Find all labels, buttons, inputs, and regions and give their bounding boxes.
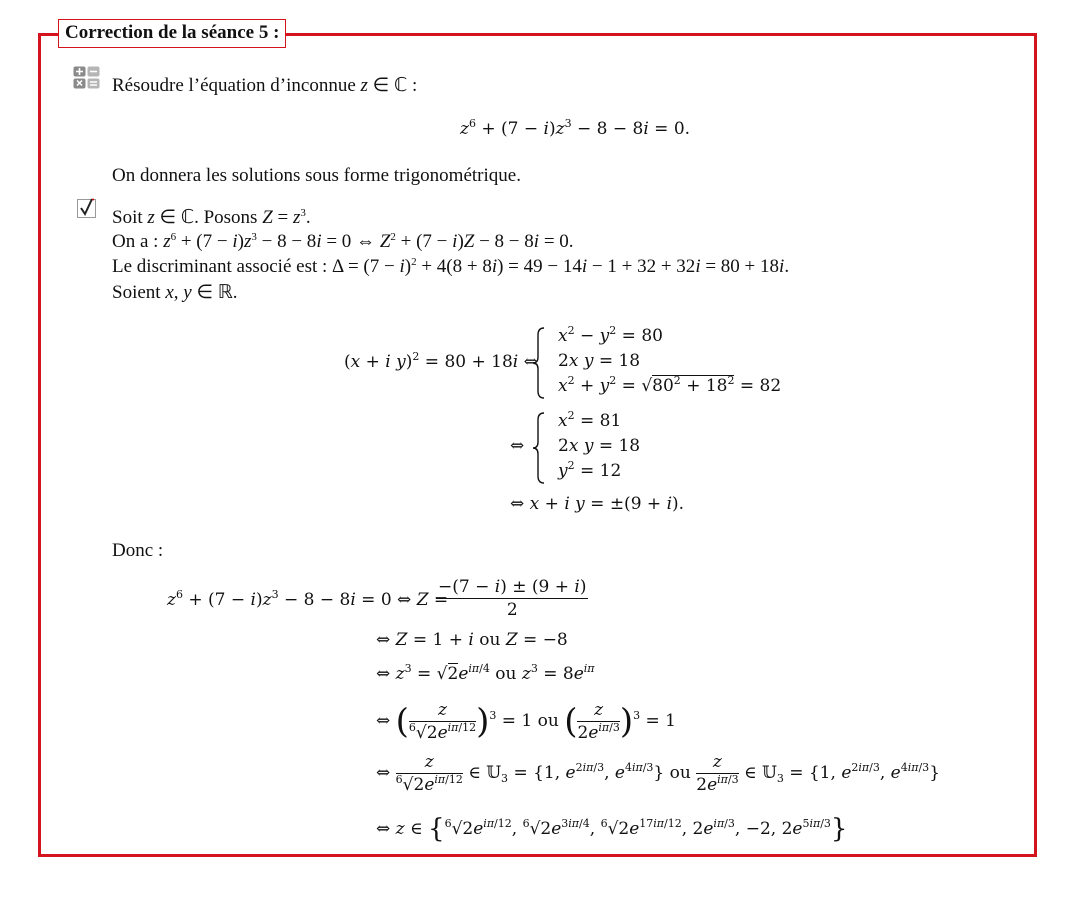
system1-eq2: 2x y = 18 <box>558 351 641 371</box>
solution-line-3: Le discriminant associé est : $\Delta = (7 - i)^2 + 4(8 + 8i) = 49 - 14i - 1 + 32 + 32i = 80 + 18i$. <box>112 256 790 277</box>
section-title: Correction de la séance 5 : <box>58 19 286 48</box>
system1-eq1: $x^2 - y^2 = 80$ <box>558 324 663 346</box>
chain-step-1: $z^6 + (7 - i)z^3 - 8 - 8i = 0$ ⇔ Z = <box>167 588 449 610</box>
system-final: ⇔ x + i y = ±(9 + i). <box>510 494 685 514</box>
system2-eq2: 2x y = 18 <box>558 436 641 456</box>
system-lhs: (x + i y)$^2$ = 80 + 18i ⇔ <box>344 350 538 372</box>
chain-step-6: ⇔ z ∈ {$^6√2e^{i\pi/12}$, $^6√2e^{3i\pi/4}$, $^6√2e^{17i\pi/12}$, $2e^{i\pi/3}$, −2, $2e^{5i\pi/3}$} <box>376 814 848 844</box>
chain-step-2: ⇔ Z = 1 + i ou Z = −8 <box>376 630 568 650</box>
chain-step-3: ⇔ $z^3 = √2e^{i\pi/4}$ ou $z^3 = 8e^{i\pi}$ <box>376 662 595 684</box>
system2-eq1: $x^2 = 81$ <box>558 409 622 431</box>
donc-label: Donc : <box>112 540 164 561</box>
solution-line-4: Soient x, y ∈ ℝ. <box>112 282 238 303</box>
system1-eq3: $x^2 + y^2 = √80^2 + 18^2 = 82$ <box>558 374 782 396</box>
statement-intro: Résoudre l’équation d’inconnue z ∈ ℂ : <box>112 75 418 96</box>
left-brace <box>532 327 546 399</box>
system2-eq3: $y^2 = 12$ <box>558 459 622 481</box>
left-brace <box>532 412 546 484</box>
calculator-icon <box>73 66 101 90</box>
check-icon <box>77 198 97 218</box>
statement-instruction: On donnera les solutions sous forme trigonométrique. <box>112 165 521 186</box>
chain-step-5: ⇔ $\frac{z}{^6√2e^{i\pi/12}}$ ∈ 𝕌$_3$ = {1, $e^{2i\pi/3}$, $e^{4i\pi/3}$} ou $\frac{z}{2e^{i\pi/3}}$ ∈ 𝕌$_3$ = {1, $e^{2i\pi/3}$, $e^{4i\pi/3}$} <box>376 752 941 795</box>
solution-line-1: Soit z ∈ ℂ. Posons $Z = z^3$. <box>112 207 311 228</box>
solution-line-2: On a : $z^6 + (7 - i)z^3 - 8 - 8i = 0$ ⇔ $Z^2 + (7 - i)Z - 8 - 8i = 0$. <box>112 231 574 252</box>
system2-equiv: ⇔ <box>510 436 525 456</box>
statement-equation: $z^6 + (7 - i)z^3 - 8 - 8i = 0$. <box>460 117 691 139</box>
chain-step-1-fraction: $\frac{-(7 - i) \pm (9 + i)}{2}$ <box>438 577 587 620</box>
chain-step-4: ⇔ ( $\frac{z}{^6√2e^{i\pi/12}}$ )$^3$ = 1 ou ( $\frac{z}{2e^{i\pi/3}}$ )$^3$ = 1 <box>376 700 676 743</box>
